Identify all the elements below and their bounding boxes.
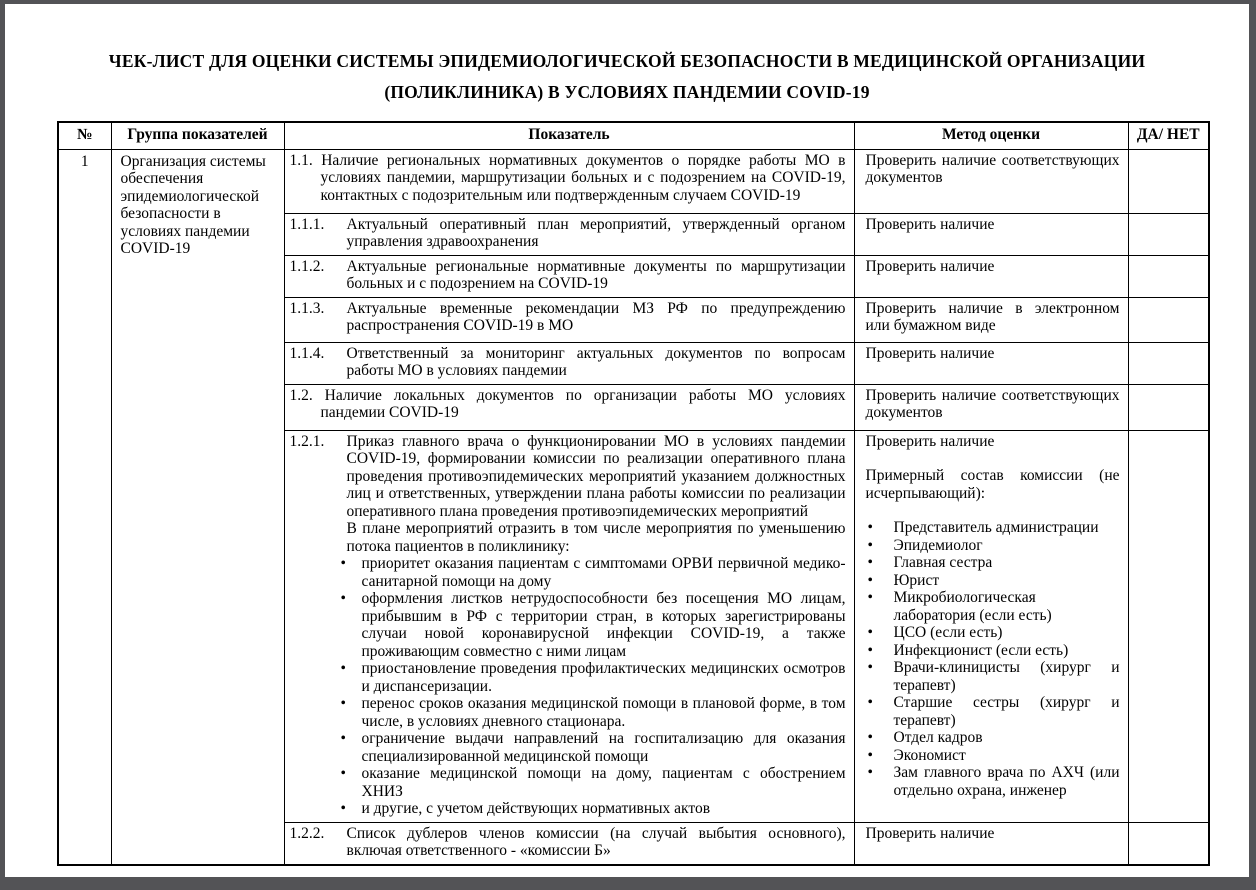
bullet-icon: • (867, 641, 873, 659)
table-header-row (58, 122, 1209, 149)
method-cell: Проверить наличие (854, 342, 1128, 384)
item-number: 1.1.1. (289, 215, 325, 233)
answer-cell[interactable] (1128, 255, 1209, 297)
item-number: 1.1.2. (289, 257, 325, 275)
indicator-text (290, 387, 846, 422)
list-item: • Микробиологическая лаборатория (если есть) (867, 589, 1052, 624)
indicator-cell (284, 430, 854, 822)
list-item: • Отдел кадров (867, 729, 983, 746)
method-cell: Проверить наличие соответствующих документов (854, 384, 1128, 430)
answer-cell[interactable] (1128, 430, 1209, 822)
item-text: Актуальный оперативный план мероприятий, утвержденный органом управления здравоохранения (346, 215, 846, 250)
answer-cell[interactable] (1128, 149, 1209, 213)
list-item: • оформления листков нетрудоспособности без посещения МО лицам, прибывшим в РФ с территории стран, в которых зарегистрированы случаи новой коронавирусной инфекции COVID-19, а также проживающим совместно с ними лицам (340, 590, 846, 660)
item-paragraph: В плане мероприятий отразить в том числе мероприятия по уменьшению потока пациентов в поликлинику: (346, 520, 846, 555)
list-item: • Врачи-клиницисты (хирург и терапевт) (867, 659, 1120, 694)
list-item: • ограничение выдачи направлений на госпитализацию для оказания специализированной медицинской помощи (340, 730, 846, 765)
method-cell: Проверить наличие (854, 213, 1128, 255)
list-item: • ЦСО (если есть) (867, 624, 1003, 641)
bullet-icon: • (340, 555, 346, 572)
bullet-icon: • (340, 765, 346, 782)
answer-cell[interactable] (1128, 213, 1209, 255)
indicator-cell (284, 384, 854, 430)
item-number: 1.1.3. (289, 299, 325, 317)
indicator-cell (284, 213, 854, 255)
method-cell: Проверить наличие соответствующих документов (854, 149, 1128, 213)
list-item: • перенос сроков оказания медицинской помощи в плановой форме, в том числе, в условиях дневного стационара. (340, 695, 846, 730)
col-header-indicator: Показатель (284, 122, 854, 149)
bullet-icon: • (340, 660, 346, 677)
document-page (5, 4, 1249, 877)
list-item: • Главная сестра (867, 554, 993, 571)
col-header-group: Группа показателей (111, 122, 284, 149)
item-paragraph: Приказ главного врача о функционировании МО в условиях пандемии COVID-19, формировании комиссии по реализации оперативного плана проведения противоэпидемических мероприятий указанием должностных лиц и ответственных, утверждении плана работы комиссии по реализации оперативного плана проведения противоэпидемических мероприятий (346, 432, 846, 520)
item-text: Ответственный за мониторинг актуальных документов по вопросам работы МО в условиях пандемии (346, 344, 846, 379)
method-bullet-list (866, 519, 1120, 799)
item-number: 1.2. (289, 386, 313, 404)
item-number: 1.1. (289, 151, 313, 169)
col-header-method: Метод оценки (854, 122, 1128, 149)
list-item: • и другие, с учетом действующих нормативных актов (340, 800, 711, 817)
bullet-icon: • (867, 694, 873, 711)
bullet-icon: • (867, 659, 873, 676)
item-text: Актуальные временные рекомендации МЗ РФ по предупреждению распространения COVID-19 в МО (346, 299, 846, 334)
group-number-cell: 1 (58, 149, 111, 865)
bullet-icon: • (867, 624, 873, 641)
bullet-icon: • (340, 590, 346, 607)
list-item: • Инфекционист (если есть) (867, 641, 1069, 659)
item-number: 1.2.1. (289, 432, 325, 450)
answer-cell[interactable] (1128, 297, 1209, 342)
list-item: • приоритет оказания пациентам с симптомами ОРВИ первичной медико-санитарной помощи на дому (340, 555, 846, 590)
list-item: • приостановление проведения профилактических медицинских осмотров и диспансеризации. (340, 660, 846, 695)
list-item: • Эпидемиолог (867, 536, 983, 554)
answer-cell[interactable] (1128, 822, 1209, 865)
spacer (866, 450, 1120, 467)
page-title: ЧЕК-ЛИСТ ДЛЯ ОЦЕНКИ СИСТЕМЫ ЭПИДЕМИОЛОГИЧЕСКОЙ БЕЗОПАСНОСТИ В МЕДИЦИНСКОЙ ОРГАНИЗАЦИИ (ПОЛИКЛИНИКА) В УСЛОВИЯХ ПАНДЕМИИ COVID-19 (108, 51, 1146, 102)
list-item: • Старшие сестры (хирург и терапевт) (867, 694, 1120, 729)
method-cell: Проверить наличие (854, 822, 1128, 865)
col-header-yes-no: ДА/ НЕТ (1128, 122, 1209, 149)
list-item: • оказание медицинской помощи на дому, пациентам с обострением ХНИЗ (340, 765, 846, 800)
col-header-num: № (58, 122, 111, 149)
indicator-text (290, 152, 846, 205)
group-label-cell: Организация системы обеспечения эпидемиологической безопасности в условиях пандемии COVID-19 (111, 149, 284, 865)
answer-cell[interactable] (1128, 342, 1209, 384)
item-text: Наличие локальных документов по организации работы МО условиях пандемии COVID-19 (320, 386, 846, 421)
indicator-cell (284, 822, 854, 865)
bullet-icon: • (867, 554, 873, 571)
answer-cell[interactable] (1128, 384, 1209, 430)
item-text: Список дублеров членов комиссии (на случай выбытия основного), включая ответственного - «комиссии Б» (346, 824, 846, 859)
item-number: 1.1.4. (289, 344, 325, 362)
indicator-cell (284, 297, 854, 342)
list-item: • Экономист (867, 746, 966, 764)
item-text: Актуальные региональные нормативные документы по маршрутизации больных и с подозрением на COVID-19 (346, 257, 846, 292)
method-title: Проверить наличие (865, 432, 995, 450)
indicator-cell (284, 342, 854, 384)
checklist-table (57, 121, 1210, 866)
indicator-cell (284, 149, 854, 213)
bullet-icon: • (340, 730, 346, 747)
bullet-icon: • (340, 800, 346, 817)
list-item: • Представитель администрации (867, 519, 1099, 536)
list-item: • Зам главного врача по АХЧ (или отдельно охрана, инженер (867, 764, 1120, 799)
bullet-icon: • (867, 589, 873, 606)
indicator-bullet-list (290, 555, 846, 818)
bullet-icon: • (867, 519, 873, 536)
bullet-icon: • (867, 536, 873, 554)
bullet-icon: • (867, 571, 873, 589)
list-item: • Юрист (867, 571, 940, 589)
spacer (866, 502, 1120, 519)
table-row-1-1 (58, 149, 1209, 213)
indicator-cell (284, 255, 854, 297)
item-text: Наличие региональных нормативных документов о порядке работы МО в условиях пандемии, маршрутизации больных и с подозрением на COVID-19, контактных с подозрительным или подтвержденным случаем COVID-19 (320, 151, 846, 204)
bullet-icon: • (340, 695, 346, 712)
bullet-icon: • (867, 764, 873, 781)
method-cell (854, 430, 1128, 822)
item-number: 1.2.2. (289, 824, 325, 842)
bullet-icon: • (867, 729, 873, 746)
method-subtitle: Примерный состав комиссии (не исчерпывающий): (865, 467, 1120, 502)
method-cell: Проверить наличие в электронном или бумажном виде (854, 297, 1128, 342)
method-cell: Проверить наличие (854, 255, 1128, 297)
bullet-icon: • (867, 746, 873, 764)
